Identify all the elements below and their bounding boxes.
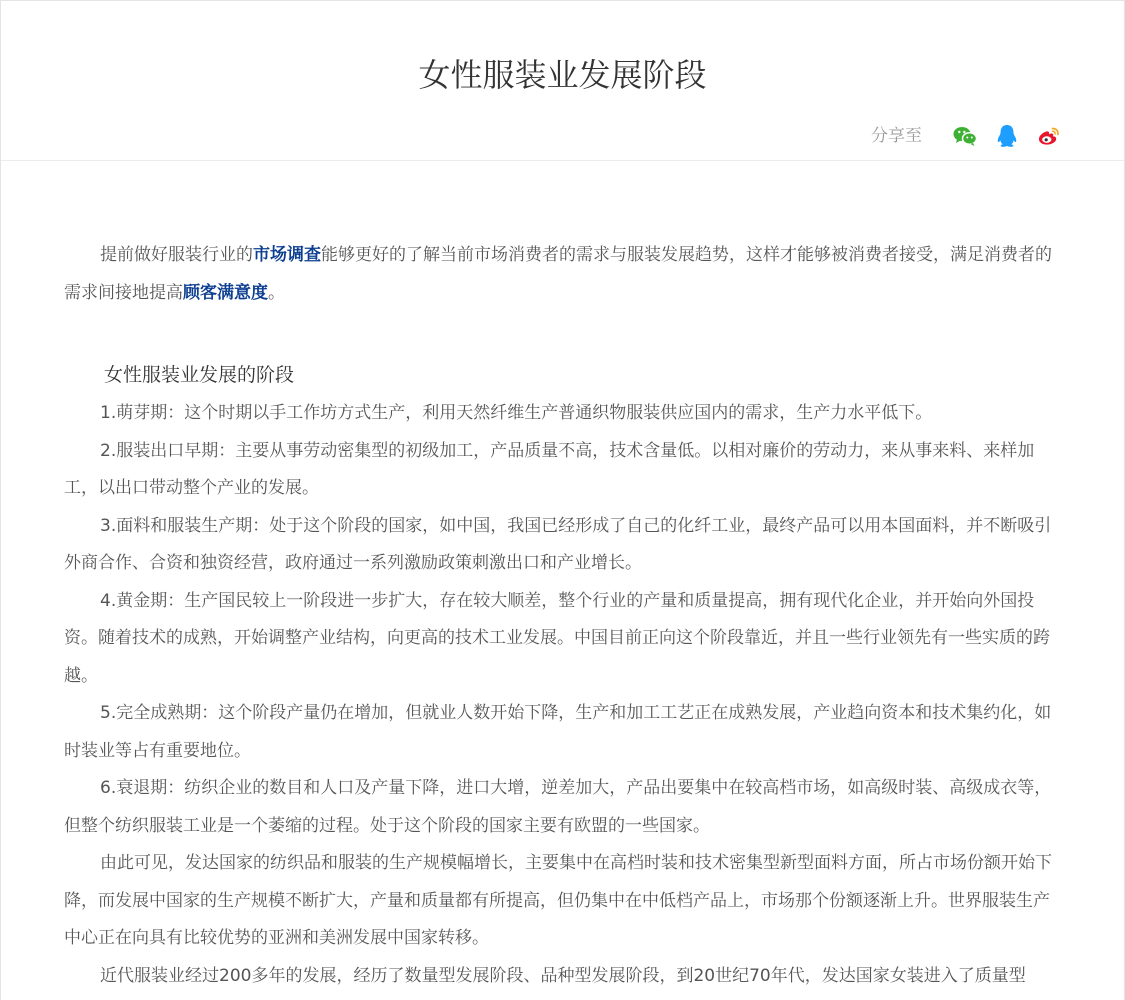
market-research-link[interactable]: 市场调查 (253, 245, 321, 265)
intro-text-2: 能够更好的了解当前市场消费者的需求与服装发展趋势，这样才能够被消费者接受，满足消费者的需求间接地提高 (64, 245, 1052, 303)
article-body (64, 237, 1064, 995)
qq-icon[interactable] (994, 123, 1020, 149)
article-header (1, 1, 1124, 161)
paragraph-stage-3: 3.面料和服装生产期：处于这个阶段的国家，如中国，我国已经形成了自己的化纤工业，最终产品可以用本国面料，并不断吸引外商合作、合资和独资经营，政府通过一系列激励政策刺激出口和产业增长。 (64, 515, 1052, 573)
paragraph-stage-4: 4.黄金期：生产国民较上一阶段进一步扩大，存在较大顺差，整个行业的产量和质量提高，拥有现代化企业，并开始向外国投资。随着技术的成熟，开始调整产业结构，向更高的技术工业发展。中国目前正向这个阶段靠近，并且一些行业领先有一些实质的跨越。 (64, 590, 1050, 686)
paragraph-stage-1: 1.萌芽期：这个时期以手工作坊方式生产，利用天然纤维生产普通织物服装供应国内的需求，生产力水平低下。 (100, 403, 933, 423)
paragraph-stage-2: 2.服装出口早期：主要从事劳动密集型的初级加工，产品质量不高，技术含量低。以相对廉价的劳动力，来从事来料、来样加工，以出口带动整个产业的发展。 (64, 440, 1035, 498)
paragraph-modern: 近代服装业经过200多年的发展，经历了数量型发展阶段、品种型发展阶段，到20世纪70年代，发达国家女装进入了质量型 (100, 965, 1026, 986)
paragraph-summary: 由此可见，发达国家的纺织品和服装的生产规模幅增长，主要集中在高档时装和技术密集型新型面料方面，所占市场份额开始下降，而发展中国家的生产规模不断扩大，产量和质量都有所提高，但仍集中在中低档产品上，市场那个份额逐渐上升。世界服装生产中心正在向具有比较优势的亚洲和美洲发展中国家转移。 (64, 853, 1052, 948)
weibo-icon[interactable] (1036, 123, 1062, 149)
wechat-icon[interactable] (952, 123, 978, 149)
section-heading: 女性服装业发展的阶段 (104, 364, 295, 386)
paragraph-stage-5: 5.完全成熟期：这个阶段产量仍在增加，但就业人数开始下降，生产和加工工艺正在成熟发展，产业趋向资本和技术集约化，如时装业等占有重要地位。 (64, 703, 1052, 761)
page-title: 女性服装业发展阶段 (418, 56, 707, 94)
intro-paragraph (64, 237, 1064, 312)
share-label: 分享至 (871, 126, 922, 146)
intro-text-1: 提前做好服装行业的 (100, 245, 253, 265)
paragraph-stage-6: 6.衰退期：纺织企业的数目和人口及产量下降，进口大增，逆差加大，产品出要集中在较高档市场，如高级时装、高级成衣等，但整个纺织服装工业是一个萎缩的过程。处于这个阶段的国家主要有欧盟的一些国家。 (64, 778, 1052, 836)
customer-satisfaction-link[interactable]: 顾客满意度 (183, 282, 268, 303)
share-bar (871, 123, 1062, 149)
intro-text-3: 。 (268, 282, 285, 303)
spacer (64, 312, 1064, 355)
